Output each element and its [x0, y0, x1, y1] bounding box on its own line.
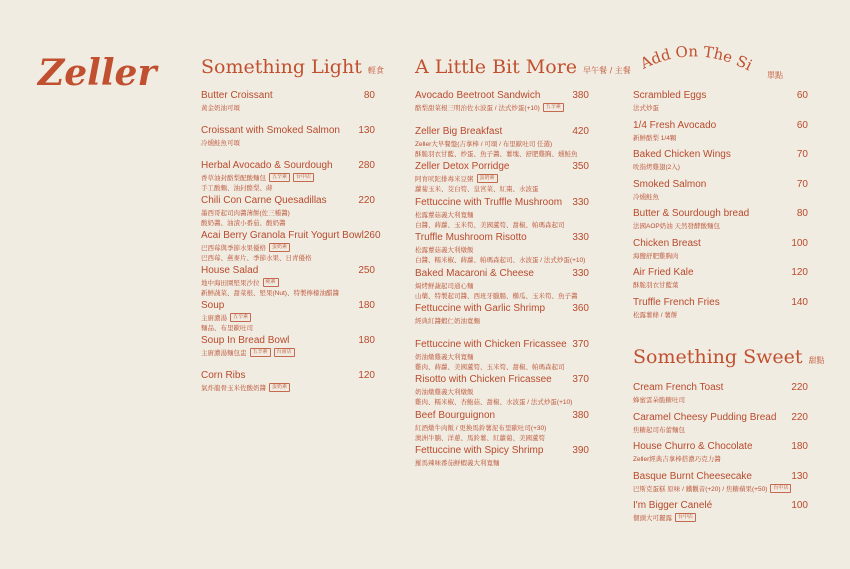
menu-item — [201, 125, 375, 160]
section-title — [201, 56, 384, 90]
menu-item-desc: 酪梨甜菜根三明治佐水波蛋 / 法式炒蛋(+10) — [415, 105, 540, 112]
menu-item-desc: 焗烤鮮蔬起司通心麵 — [415, 282, 474, 290]
menu-item — [415, 232, 589, 268]
menu-item-name: Avocado Beetroot Sandwich — [415, 90, 541, 101]
menu-item-price: 420 — [572, 125, 589, 137]
menu-list — [633, 90, 808, 326]
menu-item-desc: 主廚濃湯 — [201, 315, 227, 322]
menu-item-price: 260 — [363, 230, 381, 241]
menu-item-desc-line — [633, 251, 808, 260]
menu-item-row — [633, 412, 808, 423]
menu-item-ingredients: 巴西莓、燕麥片、季節水果、日青優格 — [201, 255, 312, 262]
menu-item-desc-line — [633, 513, 808, 522]
menu-item-name: Fettuccine with Chicken Fricassee — [415, 338, 567, 350]
menu-item — [415, 339, 589, 375]
menu-list — [633, 382, 808, 530]
menu-item-desc-line — [415, 458, 589, 467]
menu-item-desc-line — [415, 423, 589, 432]
menu-item — [415, 374, 589, 410]
menu-item-row — [201, 90, 375, 101]
menu-item-ingredients: 澳洲牛腩、洋蔥、馬鈴薯、紅蘿蔔、美國蘆筍 — [415, 434, 545, 442]
diet-tag-badge: 五辛素 — [543, 103, 564, 112]
menu-item-row — [415, 374, 589, 385]
menu-item — [415, 268, 589, 304]
menu-item — [633, 412, 808, 442]
diet-tag-badge: 五辛素 — [250, 348, 271, 357]
menu-item-row — [633, 441, 808, 452]
menu-item-desc-line — [201, 138, 375, 147]
menu-item-name: House Salad — [201, 265, 259, 276]
menu-item-name: Truffle Mushroom Risotto — [415, 232, 527, 243]
menu-item-price: 120 — [791, 267, 808, 278]
menu-item-name: Corn Ribs — [201, 370, 246, 381]
menu-item-desc: 黃金奶油可頌 — [201, 105, 240, 112]
menu-item-name: House Churro & Chocolate — [633, 441, 753, 452]
menu-item-ingredients: 白醬、糯米椒、蒔蘿、帕瑪森起司、水波蛋 / 法式炒蛋(+10) — [415, 257, 586, 264]
section-title — [633, 34, 808, 82]
menu-item-price: 330 — [572, 196, 589, 208]
menu-item-ingredients: 蘿蔔玉米、茭白筍、皇宮菜、紅棗、水波蛋 — [415, 186, 539, 193]
menu-item-price: 370 — [572, 374, 589, 385]
section-title-zh: 輕食 — [367, 66, 384, 75]
menu-item-name: Acai Berry Granola Fruit Yogurt Bowl — [201, 230, 364, 241]
menu-item-price: 180 — [358, 335, 375, 346]
menu-item-price: 60 — [796, 90, 808, 101]
menu-item-price: 130 — [791, 470, 808, 482]
menu-item-price: 80 — [363, 90, 375, 101]
diet-tag-badge: 五辛素 — [269, 173, 290, 182]
menu-item — [201, 300, 375, 335]
menu-item-row — [415, 445, 589, 456]
menu-item-price: 330 — [572, 232, 589, 243]
menu-item-row — [633, 297, 808, 308]
menu-item-row — [415, 232, 589, 243]
menu-item-desc-line — [633, 395, 808, 404]
menu-item-price: 250 — [358, 265, 375, 276]
menu-item-desc-line — [633, 192, 808, 201]
menu-item-name: Fettuccine with Truffle Mushroom — [415, 196, 563, 208]
diet-tag-badge: 蛋奶素 — [269, 383, 290, 392]
menu-item — [201, 230, 381, 265]
menu-item-row — [415, 339, 589, 350]
menu-item — [633, 297, 808, 327]
menu-item-price: 220 — [791, 411, 808, 423]
menu-item — [633, 267, 808, 297]
menu-item-price: 380 — [572, 409, 589, 421]
menu-item-name: Zeller Detox Porridge — [415, 161, 510, 172]
menu-item-desc-line — [633, 221, 808, 230]
menu-item-price: 130 — [358, 125, 375, 136]
menu-item-name: Butter Croissant — [201, 90, 273, 101]
menu-item-desc: Zeller經典吉拿棒搭濃巧克力醬 — [633, 456, 721, 463]
diet-tag-badge: 台南店 — [274, 348, 295, 357]
menu-item-name: Chicken Breast — [633, 237, 701, 249]
menu-item-row — [633, 179, 808, 190]
menu-item-price: 60 — [796, 119, 808, 131]
menu-item-desc-line — [415, 281, 589, 290]
menu-item-desc-line — [201, 243, 375, 252]
section-title-en: A Little Bit More — [415, 56, 578, 78]
menu-item — [633, 500, 808, 530]
menu-item-desc: 焦糖起司布蕾麵包 — [633, 426, 685, 434]
menu-item-ingredients: 山藥、特製起司醬、西班牙臘腸、櫛瓜、玉米筍、魚子醬 — [415, 292, 578, 300]
menu-item — [633, 90, 808, 120]
menu-item-price: 330 — [572, 267, 589, 279]
section-title-en: Something Sweet — [633, 346, 803, 368]
menu-item-desc: 奶油燉雞義大利燉飯 — [415, 389, 474, 396]
menu-item-name: Soup — [201, 300, 225, 311]
section-title-en-arc — [631, 34, 811, 78]
menu-item-desc: 法式炒蛋 — [633, 105, 659, 112]
diet-tag-badge: 蛋奶素 — [477, 174, 498, 183]
menu-item-row — [415, 303, 589, 314]
menu-item — [633, 471, 808, 501]
menu-item-desc-line — [633, 162, 808, 171]
menu-item — [201, 335, 375, 370]
menu-item — [415, 410, 589, 446]
menu-item-price: 220 — [358, 195, 375, 206]
menu-item-price: 70 — [796, 178, 808, 190]
diet-tag-badge: 五辛素 — [230, 313, 251, 322]
brand-logo: Zeller — [38, 52, 157, 94]
menu-item-row — [633, 267, 808, 278]
menu-item-price: 350 — [572, 161, 589, 172]
menu-item-row — [633, 500, 808, 511]
menu-item-price: 380 — [572, 90, 589, 101]
menu-item — [633, 179, 808, 209]
menu-item-name: Scrambled Eggs — [633, 90, 707, 101]
menu-item-price: 180 — [358, 300, 375, 311]
menu-item-desc-line — [633, 454, 808, 463]
diet-tag-badge: 蛋奶素 — [269, 243, 290, 252]
menu-item-price: 180 — [791, 441, 808, 452]
section-add-on-the-side — [633, 34, 825, 530]
menu-item-desc-line — [201, 348, 375, 357]
menu-item-desc: 蜂蜜雲朵脆糖吐司 — [633, 397, 685, 404]
menu-item-desc: 阿育吠陀排毒米豆粥 — [415, 176, 474, 183]
menu-item-desc: 海鹽舒肥雞胸肉 — [633, 252, 679, 260]
menu-item-desc: 松露蕈菇義大利寬麵 — [415, 211, 474, 219]
menu-item-price: 100 — [791, 237, 808, 249]
menu-item-desc-line — [415, 103, 589, 112]
menu-item-row — [201, 265, 375, 276]
menu-item — [201, 195, 375, 230]
menu-item-desc-line — [633, 484, 808, 493]
menu-item — [633, 149, 808, 179]
menu-item-ingredients: 手工酸麵、油封酪梨、蒔 — [201, 185, 273, 192]
menu-item-desc-line — [415, 316, 589, 325]
svg-text:Add On The Side: Add On The Side — [636, 34, 756, 75]
menu-item-desc-line — [201, 103, 375, 112]
menu-item-desc-line — [201, 173, 375, 182]
menu-item-price: 140 — [791, 296, 808, 308]
menu-item-desc-line — [633, 103, 808, 112]
menu-item-row — [201, 335, 375, 346]
menu-item-desc: 巴西莓與季節水果優格 — [201, 245, 266, 252]
menu-item-desc-line — [633, 310, 808, 319]
menu-item-desc-line — [201, 313, 375, 322]
menu-item-desc: 松露蕈菇義大利燉飯 — [415, 247, 474, 254]
menu-item-desc-line — [201, 278, 375, 287]
menu-item-ingredients: 酥脆羽衣甘藍、炒蛋、魚子醬、薯塊、舒肥雞胸、燻鮭魚 — [415, 150, 578, 158]
menu-item-row — [633, 471, 808, 482]
menu-item-name: Baked Macaroni & Cheese — [415, 267, 534, 279]
menu-item-price: 370 — [572, 338, 589, 350]
menu-item-name: Air Fried Kale — [633, 267, 694, 278]
menu-item-row — [415, 410, 589, 421]
menu-item-row — [201, 195, 375, 206]
menu-item-desc: 地中海田園堅果沙拉 — [201, 280, 260, 287]
menu-item-row — [633, 149, 808, 160]
menu-item-name: Herbal Avocado & Sourdough — [201, 160, 333, 171]
menu-item-desc: 氣炸龍骨玉米佐酸奶醬 — [201, 385, 266, 392]
section-title-zh: 早午餐 / 主餐 — [583, 66, 631, 75]
menu-item-row — [633, 238, 808, 249]
menu-item — [415, 445, 589, 481]
menu-item — [201, 370, 375, 405]
menu-item-name: Beef Bourguignon — [415, 409, 496, 421]
menu-item-name: 1/4 Fresh Avocado — [633, 119, 717, 131]
menu-item-price: 100 — [791, 500, 808, 511]
menu-item — [633, 382, 808, 412]
menu-item-name: Soup In Bread Bowl — [201, 335, 290, 346]
menu-item-ingredients: 麵品、布里歐吐司 — [201, 325, 253, 332]
menu-item-desc: 奶油燉雞義大利寬麵 — [415, 353, 474, 361]
menu-item-name: Fettuccine with Garlic Shrimp — [415, 303, 546, 314]
menu-item-desc: 新鮮酪梨 1/4顆 — [633, 134, 677, 142]
menu-item-row — [415, 197, 589, 208]
menu-item-price: 220 — [791, 382, 808, 393]
menu-item-desc: 酥脆羽衣甘藍葉 — [633, 282, 679, 289]
menu-item-row — [201, 300, 375, 311]
menu-item-ingredients: 酸奶醬、油漬小番茄、酸奶醬 — [201, 220, 286, 227]
menu-item — [633, 208, 808, 238]
menu-item-name: Zeller Big Breakfast — [415, 125, 503, 137]
menu-item-desc: 主廚濃湯麵包盅 — [201, 350, 247, 357]
menu-item-row — [201, 230, 381, 241]
menu-item-desc-line — [415, 210, 589, 219]
menu-item — [415, 126, 589, 162]
menu-item — [633, 441, 808, 471]
menu-item-price: 390 — [572, 445, 589, 456]
menu-item-name: Truffle French Fries — [633, 296, 720, 308]
menu-item-ingredients: 新鮮蔬菜、甜菜根、堅果(Nut)、特製檸檬油醋醬 — [201, 290, 339, 297]
menu-item-row — [201, 370, 375, 381]
section-title — [415, 56, 631, 90]
menu-item — [201, 160, 375, 195]
menu-item — [415, 90, 589, 126]
menu-item-desc: 墨西哥起司肉醬薄餅(佐三種醬) — [201, 210, 290, 217]
menu-item-name: Smoked Salmon — [633, 178, 707, 190]
menu-item-row — [633, 208, 808, 219]
menu-item-row — [415, 161, 589, 172]
menu-item-desc: 冷燻鮭魚可頌 — [201, 140, 240, 147]
menu-item-name: Caramel Cheesy Pudding Bread — [633, 411, 777, 423]
section-title — [633, 346, 825, 382]
menu-item — [633, 120, 808, 150]
menu-item-ingredients: 雞肉、糯米椒、杏鮑菇、甜椒、水波蛋 / 法式炒蛋(+10) — [415, 399, 573, 406]
menu-item-row — [415, 90, 589, 101]
menu-item-row — [633, 90, 808, 101]
menu-item-desc: 法國AOP奶油 天然發酵酸麵包 — [633, 223, 721, 230]
menu-item-desc-line — [415, 352, 589, 361]
menu-item-name: I'm Bigger Canelé — [633, 500, 713, 511]
menu-item-desc-line — [633, 133, 808, 142]
menu-item — [201, 265, 375, 300]
menu-item-name: Baked Chicken Wings — [633, 149, 731, 160]
menu-item-desc: 巴斯克蛋糕 原味 / 鐵觀音(+20) / 焦糖蘋果(+50) — [633, 485, 768, 493]
section-title-en: Something Light — [201, 56, 362, 78]
menu-item-ingredients: 白醬、蒔蘿、玉米筍、美國蘆筍、甜椒、帕瑪森起司 — [415, 221, 565, 229]
menu-item-desc: 香草油封酪梨配酸麵包 — [201, 175, 266, 182]
section-title-zh: 甜點 — [808, 356, 825, 365]
menu-item-row — [633, 120, 808, 131]
menu-item-desc-line — [633, 425, 808, 434]
menu-item-desc-line — [415, 245, 589, 254]
menu-item — [415, 197, 589, 233]
menu-item-desc: 經典紅醬蝦仁奶油寬麵 — [415, 318, 480, 325]
menu-item-desc-line — [415, 387, 589, 396]
menu-item-row — [415, 126, 589, 137]
menu-item-price: 80 — [796, 208, 808, 219]
diet-tag-badge: 台中店 — [770, 484, 791, 493]
menu-item-price: 70 — [796, 149, 808, 160]
menu-item-desc-line — [201, 383, 375, 392]
menu-item-price: 360 — [572, 303, 589, 314]
menu-item-desc: 羅馬辣味番茄鮮蝦義大利寬麵 — [415, 460, 500, 467]
menu-item-name: Butter & Sourdough bread — [633, 208, 750, 219]
menu-item-desc-line — [415, 174, 589, 183]
menu-item-row — [415, 268, 589, 279]
menu-item-name: Cream French Toast — [633, 382, 724, 393]
menu-item-desc: 紅酒燉牛肉飯 / 更換馬鈴薯泥布里歐吐司(+30) — [415, 424, 547, 432]
menu-item-price: 280 — [358, 160, 375, 171]
section-something-sweet — [633, 346, 825, 530]
menu-list — [201, 90, 381, 405]
menu-item — [415, 303, 589, 339]
menu-item-desc: Zeller大早餐盤(吉拿棒 / 可頌 / 布里歐吐司 任選) — [415, 140, 553, 148]
menu-item-desc-line — [415, 139, 589, 148]
menu-item-name: Risotto with Chicken Fricassee — [415, 374, 552, 385]
menu-item — [201, 90, 375, 125]
section-title-zh: 單點 — [767, 71, 783, 80]
menu-item-name: Fettuccine with Spicy Shrimp — [415, 445, 544, 456]
menu-item-desc: 吮指烤雞翅(2入) — [633, 164, 680, 171]
menu-item-desc-line — [633, 280, 808, 289]
menu-item-ingredients: 雞肉、蒔蘿、美國蘆筍、玉米筍、甜椒、帕瑪森起司 — [415, 363, 565, 371]
menu-item-desc: 冷燻鮭魚 — [633, 193, 659, 201]
menu-item-desc: 松露薯條 / 薯餅 — [633, 311, 678, 319]
section-a-little-bit-more — [415, 56, 631, 481]
menu-item-desc: 個頭大可麗露 — [633, 515, 672, 522]
diet-tag-badge: 台中店 — [675, 513, 696, 522]
menu-list — [415, 90, 589, 481]
menu-item-name: Basque Burnt Cheesecake — [633, 470, 752, 482]
menu-item-price: 120 — [358, 370, 375, 381]
menu-item-row — [201, 125, 375, 136]
menu-item-name: Chili Con Carne Quesadillas — [201, 195, 327, 206]
diet-tag-badge: 台中店 — [293, 173, 314, 182]
menu-item — [415, 161, 589, 197]
section-something-light — [201, 56, 384, 405]
menu-item — [633, 238, 808, 268]
diet-tag-badge: 純素 — [263, 278, 279, 287]
menu-item-row — [633, 382, 808, 393]
menu-item-desc-line — [201, 208, 375, 217]
menu-item-name: Croissant with Smoked Salmon — [201, 125, 340, 136]
menu-item-row — [201, 160, 375, 171]
